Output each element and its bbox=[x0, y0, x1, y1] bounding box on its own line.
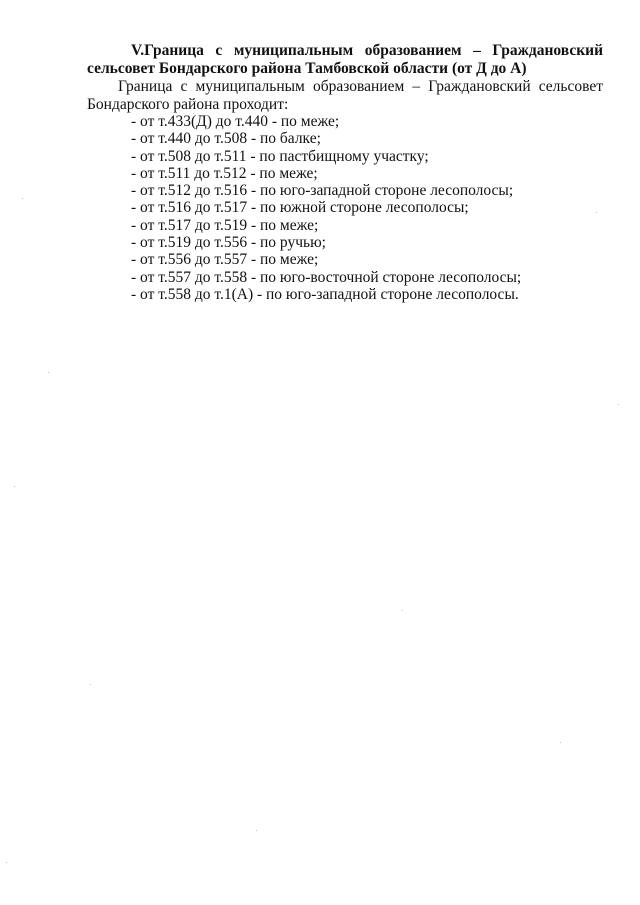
section-heading-line-2: сельсовет Бондарского района Тамбовской области (от Д до А) bbox=[87, 60, 527, 77]
boundary-segment: - от т.516 до т.517 - по южной стороне лесополосы; bbox=[131, 199, 469, 217]
scan-speck bbox=[256, 830, 257, 831]
intro-line-1: Граница с муниципальным образованием – Граждановский сельсовет bbox=[118, 78, 603, 95]
scan-speck bbox=[402, 610, 403, 611]
boundary-segment: - от т.433(Д) до т.440 - по меже; bbox=[131, 113, 340, 130]
section-heading-line-1: V.Граница с муниципальным образованием – Граждановский bbox=[131, 42, 603, 59]
document-body bbox=[87, 42, 603, 303]
scan-speck bbox=[90, 684, 91, 685]
scan-speck bbox=[6, 862, 7, 863]
boundary-segment-list bbox=[87, 113, 603, 303]
boundary-segment: - от т.556 до т.557 - по меже; bbox=[131, 251, 319, 269]
intro-paragraph bbox=[87, 78, 603, 113]
boundary-segment: - от т.519 до т.556 - по ручью; bbox=[131, 234, 326, 252]
scan-speck bbox=[22, 198, 23, 199]
boundary-segment: - от т.508 до т.511 - по пастбищному участку; bbox=[131, 147, 429, 165]
scan-speck bbox=[618, 404, 619, 405]
intro-line-2: Бондарского района проходит: bbox=[87, 95, 289, 113]
scan-speck bbox=[596, 212, 597, 213]
section-heading bbox=[87, 42, 603, 78]
boundary-segment: - от т.440 до т.508 - по балке; bbox=[131, 130, 321, 148]
boundary-segment: - от т.512 до т.516 - по юго-западной стороне лесополосы; bbox=[131, 182, 514, 200]
boundary-segment: - от т.558 до т.1(А) - по юго-западной стороне лесополосы. bbox=[131, 285, 519, 303]
boundary-segment: - от т.557 до т.558 - по юго-восточной стороне лесополосы; bbox=[131, 268, 522, 286]
scan-speck bbox=[560, 742, 561, 743]
scan-speck bbox=[14, 486, 15, 487]
boundary-segment: - от т.517 до т.519 - по меже; bbox=[131, 216, 319, 234]
scan-speck bbox=[48, 372, 49, 373]
boundary-segment: - от т.511 до т.512 - по меже; bbox=[131, 164, 318, 182]
